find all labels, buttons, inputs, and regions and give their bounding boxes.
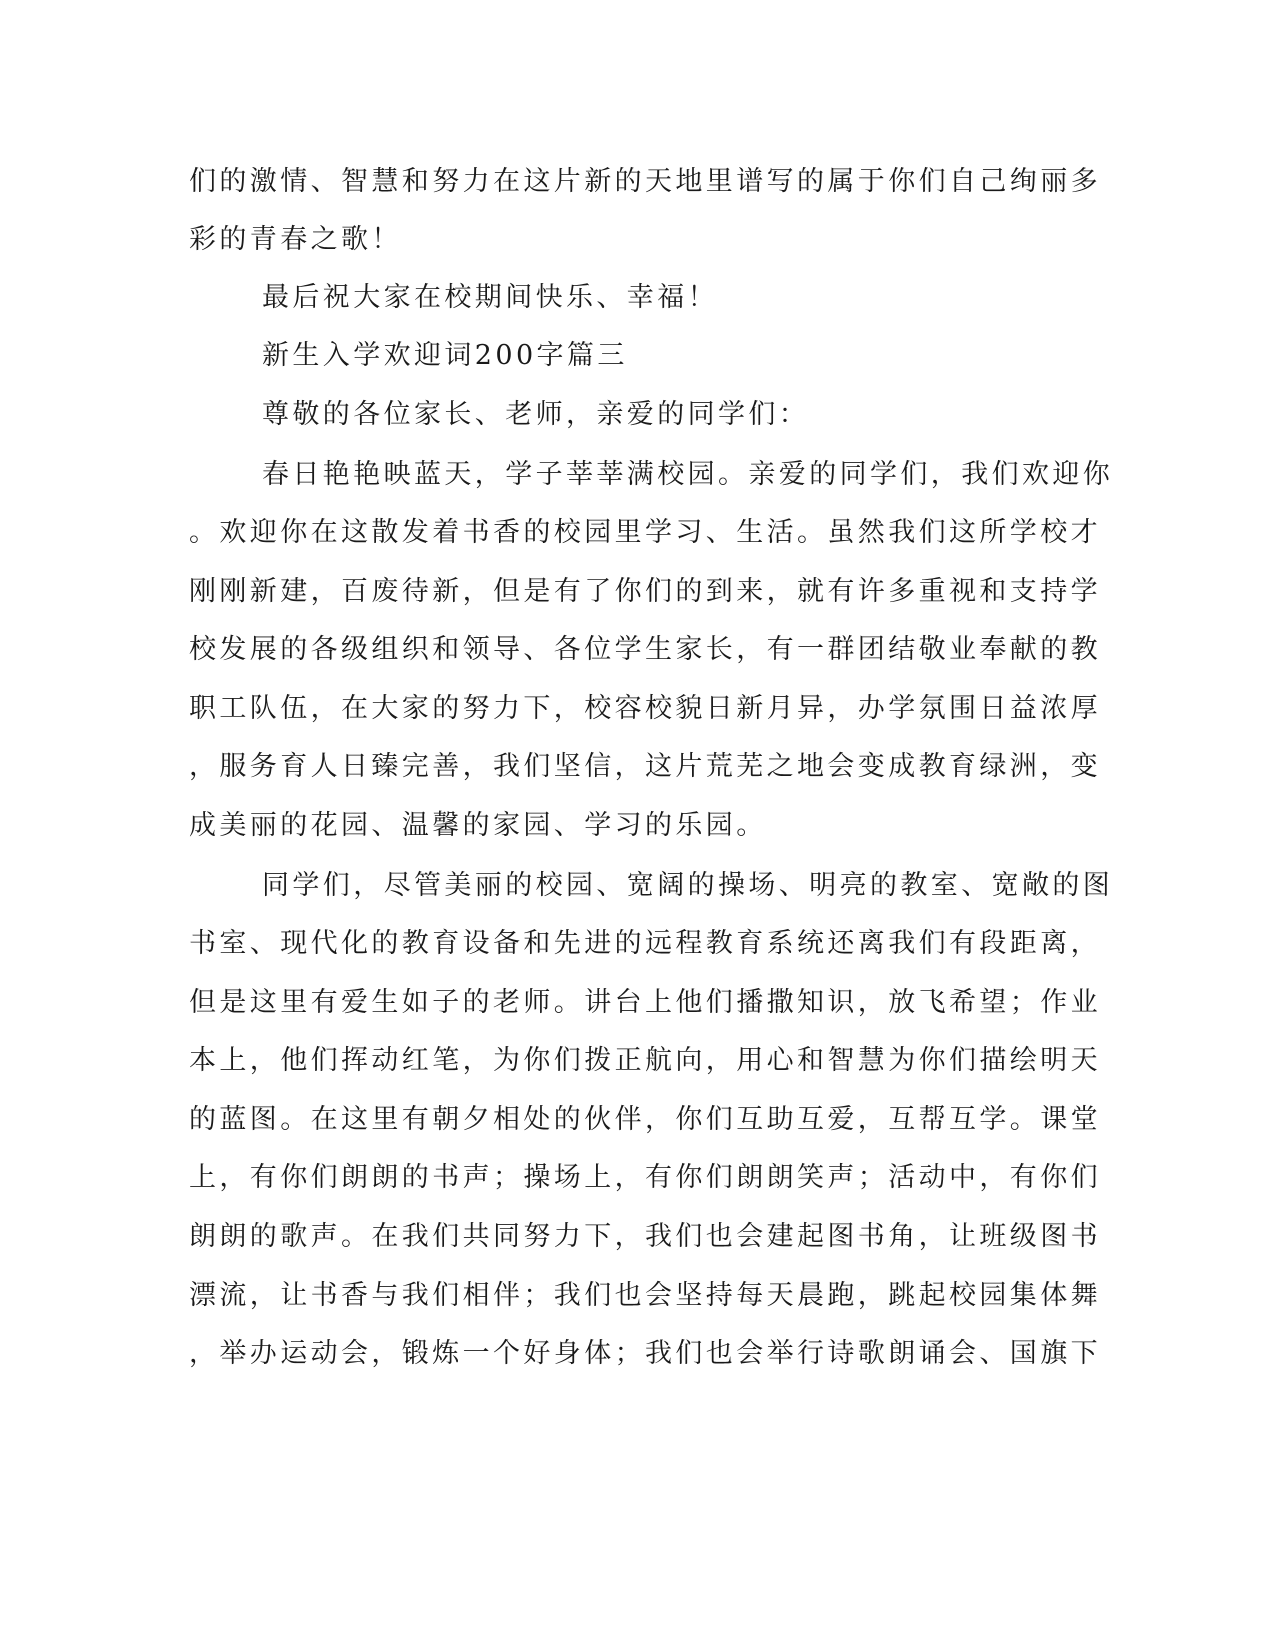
closing-wish: 最后祝大家在校期间快乐、幸福！ bbox=[262, 282, 718, 313]
paragraph-line: 的蓝图。在这里有朝夕相处的伙伴，你们互助互爱，互帮互学。课堂 bbox=[189, 1104, 1101, 1135]
paragraph-line: 朗朗的歌声。在我们共同努力下，我们也会建起图书角，让班级图书 bbox=[189, 1221, 1101, 1252]
paragraph-line: 漂流，让书香与我们相伴；我们也会坚持每天晨跑，跳起校园集体舞 bbox=[189, 1280, 1101, 1311]
salutation: 尊敬的各位家长、老师，亲爱的同学们： bbox=[262, 399, 810, 430]
paragraph-line: 职工队伍，在大家的努力下，校容校貌日新月异，办学氛围日益浓厚 bbox=[189, 693, 1101, 724]
paragraph-line: 刚刚新建，百废待新，但是有了你们的到来，就有许多重视和支持学 bbox=[189, 576, 1101, 607]
section-heading: 新生入学欢迎词200字篇三 bbox=[262, 340, 628, 371]
paragraph-line: 校发展的各级组织和领导、各位学生家长，有一群团结敬业奉献的教 bbox=[189, 634, 1101, 665]
paragraph-line: 彩的青春之歌！ bbox=[189, 224, 402, 255]
paragraph-line: 同学们，尽管美丽的校园、宽阔的操场、明亮的教室、宽敞的图 bbox=[262, 870, 1114, 901]
paragraph-line: 。欢迎你在这散发着书香的校园里学习、生活。虽然我们这所学校才 bbox=[189, 517, 1101, 548]
paragraph-line: 春日艳艳映蓝天，学子莘莘满校园。亲爱的同学们，我们欢迎你 bbox=[262, 459, 1114, 490]
paragraph-line: ，举办运动会，锻炼一个好身体；我们也会举行诗歌朗诵会、国旗下 bbox=[189, 1338, 1101, 1369]
paragraph-line: ，服务育人日臻完善，我们坚信，这片荒芜之地会变成教育绿洲，变 bbox=[189, 751, 1101, 782]
paragraph-line: 成美丽的花园、温馨的家园、学习的乐园。 bbox=[189, 810, 767, 841]
paragraph-line: 上，有你们朗朗的书声；操场上，有你们朗朗笑声；活动中，有你们 bbox=[189, 1162, 1101, 1193]
paragraph-line: 们的激情、智慧和努力在这片新的天地里谱写的属于你们自己绚丽多 bbox=[189, 166, 1101, 197]
paragraph-line: 本上，他们挥动红笔，为你们拨正航向，用心和智慧为你们描绘明天 bbox=[189, 1045, 1101, 1076]
paragraph-line: 书室、现代化的教育设备和先进的远程教育系统还离我们有段距离， bbox=[189, 928, 1101, 959]
paragraph-line: 但是这里有爱生如子的老师。讲台上他们播撒知识，放飞希望；作业 bbox=[189, 987, 1101, 1018]
